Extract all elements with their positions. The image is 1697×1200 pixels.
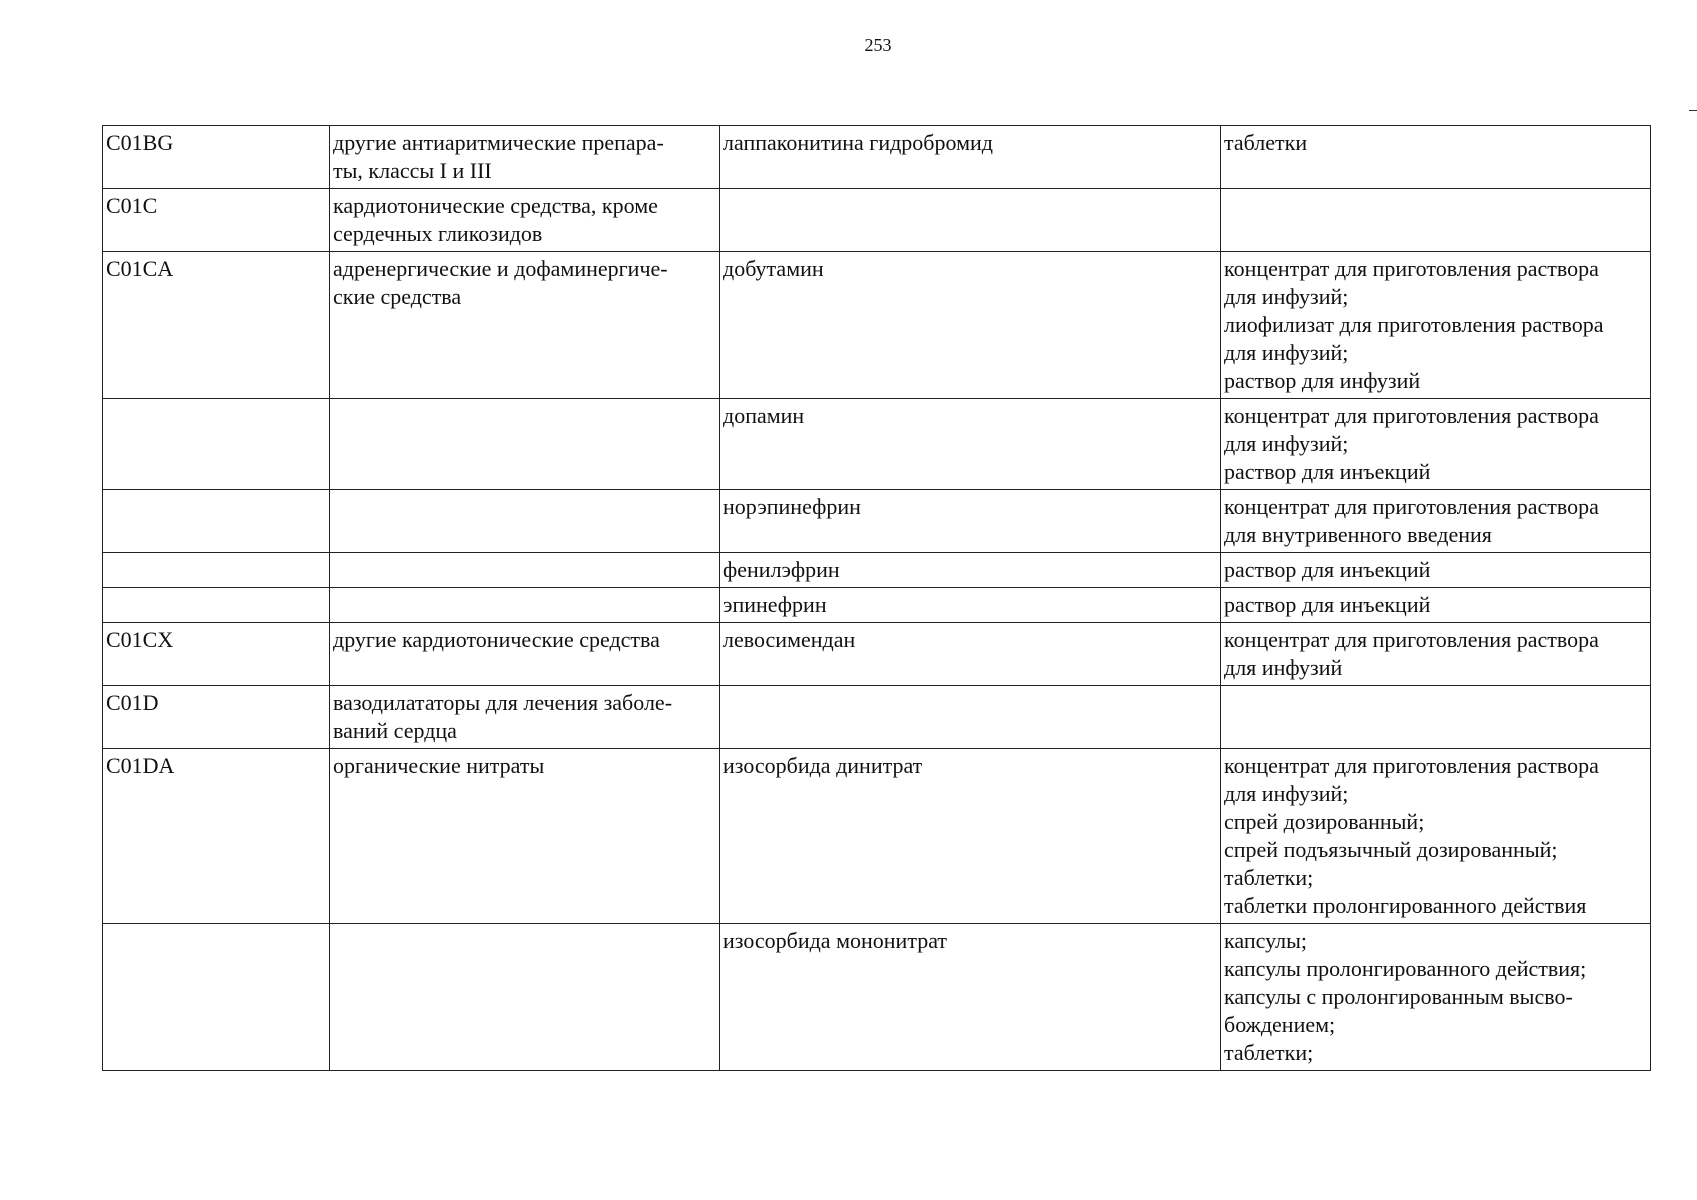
atc-code-cell: C01CX [103,623,330,686]
atc-code-cell [103,588,330,623]
drug-name-cell: эпинефрин [720,588,1221,623]
dosage-form-cell: таблетки [1221,126,1651,189]
drug-name-cell: изосорбида динитрат [720,749,1221,924]
atc-group-cell: другие кардиотонические средства [330,623,720,686]
atc-group-cell [330,588,720,623]
atc-group-cell [330,399,720,490]
dosage-form-cell: концентрат для приготовления раствора для инфузий; раствор для инъекций [1221,399,1651,490]
dosage-form-cell [1221,686,1651,749]
atc-code-cell: C01D [103,686,330,749]
dosage-form-cell: концентрат для приготовления раствора для инфузий; спрей дозированный; спрей подъязычный дозированный; таблетки; таблетки пролонгированного действия [1221,749,1651,924]
drug-name-cell [720,686,1221,749]
atc-code-cell: C01DA [103,749,330,924]
dosage-form-cell: раствор для инъекций [1221,588,1651,623]
table-row [103,686,1651,749]
table-row [103,623,1651,686]
dosage-form-cell: концентрат для приготовления раствора для внутривенного введения [1221,490,1651,553]
atc-code-cell [103,399,330,490]
table-row [103,924,1651,1071]
dosage-form-cell: раствор для инъекций [1221,553,1651,588]
dosage-form-cell [1221,189,1651,252]
atc-group-cell [330,924,720,1071]
dosage-form-cell: капсулы; капсулы пролонгированного действия; капсулы с пролонгированным высво- бождением; таблетки; [1221,924,1651,1071]
drug-name-cell [720,189,1221,252]
margin-mark [1689,110,1697,111]
dosage-form-cell: концентрат для приготовления раствора для инфузий [1221,623,1651,686]
atc-code-cell [103,490,330,553]
atc-code-cell: C01BG [103,126,330,189]
atc-group-cell [330,553,720,588]
atc-group-cell [330,490,720,553]
atc-code-cell: C01C [103,189,330,252]
drug-name-cell: левосимендан [720,623,1221,686]
table-row [103,189,1651,252]
drug-name-cell: фенилэфрин [720,553,1221,588]
atc-group-cell: органические нитраты [330,749,720,924]
drug-table [102,125,1651,1071]
atc-group-cell: другие антиаритмические препара- ты, классы I и III [330,126,720,189]
drug-name-cell: допамин [720,399,1221,490]
table-row [103,749,1651,924]
table-row [103,553,1651,588]
atc-group-cell: вазодилататоры для лечения заболе- ваний сердца [330,686,720,749]
atc-code-cell: C01CA [103,252,330,399]
atc-group-cell: кардиотонические средства, кроме сердечных гликозидов [330,189,720,252]
drug-name-cell: норэпинефрин [720,490,1221,553]
table-row [103,126,1651,189]
atc-code-cell [103,553,330,588]
table-row [103,252,1651,399]
atc-code-cell [103,924,330,1071]
table-row [103,588,1651,623]
table-row [103,399,1651,490]
drug-name-cell: добутамин [720,252,1221,399]
page-number: 253 [864,35,892,55]
drug-name-cell: изосорбида мононитрат [720,924,1221,1071]
table-row [103,490,1651,553]
atc-group-cell: адренергические и дофаминергиче- ские средства [330,252,720,399]
drug-name-cell: лаппаконитина гидробромид [720,126,1221,189]
dosage-form-cell: концентрат для приготовления раствора для инфузий; лиофилизат для приготовления раствора для инфузий; раствор для инфузий [1221,252,1651,399]
